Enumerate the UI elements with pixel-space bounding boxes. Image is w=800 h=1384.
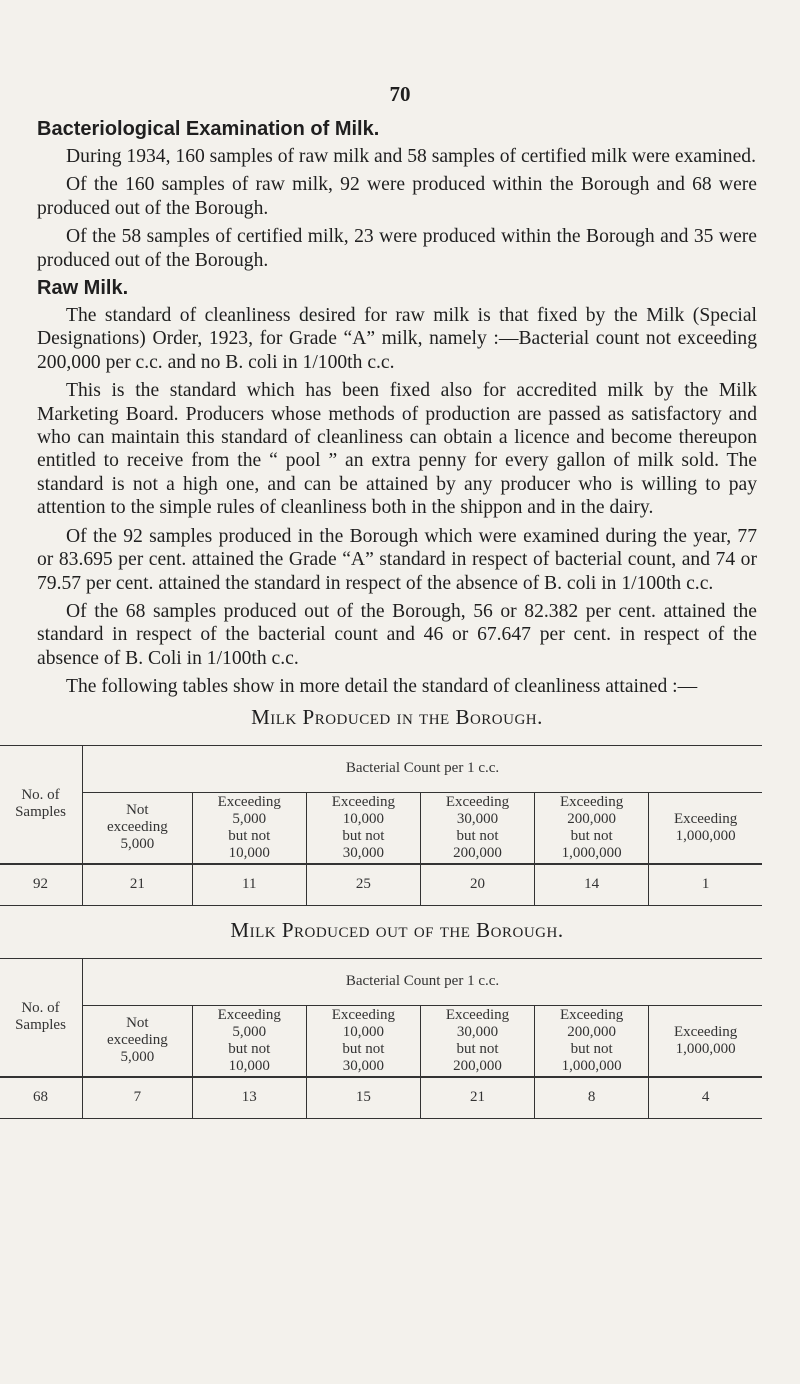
paragraph: During 1934, 160 samples of raw milk and 58 samples of certified milk were examined. <box>66 146 756 167</box>
column-header <box>420 792 534 864</box>
column-header <box>535 792 649 864</box>
header-line: exceeding <box>106 1032 168 1049</box>
paragraph: The standard of cleanliness desired for raw milk is that fixed by the Milk (Special Designations) Order, 1923, for Grade “A” milk, namely :—Bacterial count not exceeding 200,000 per c.c. and no B. coli in 1/100th c.c. <box>37 305 757 373</box>
column-header <box>83 1005 193 1077</box>
header-line: Exceeding <box>331 793 396 810</box>
header-line: No. of <box>21 787 60 804</box>
section-heading: Raw Milk. <box>37 277 129 300</box>
column-header <box>83 792 193 864</box>
column-header <box>535 1005 649 1077</box>
count-cell: 11 <box>192 864 306 906</box>
header-line: 1,000,000 <box>561 844 622 861</box>
paragraph: Of the 160 samples of raw milk, 92 were produced within the Borough and 68 were produced out of the Borough. <box>37 174 757 219</box>
header-line: No. of <box>21 1000 60 1017</box>
column-header <box>192 792 306 864</box>
header-line: 200,000 <box>453 844 502 861</box>
group-header: Bacterial Count per 1 c.c. <box>83 745 763 792</box>
header-line: Not <box>126 802 149 819</box>
header-line: Samples <box>15 804 66 821</box>
page-number: 70 <box>389 82 411 106</box>
header-line: Exceeding <box>559 793 624 810</box>
group-header: Bacterial Count per 1 c.c. <box>83 958 763 1005</box>
samples-cell: 68 <box>0 1077 83 1119</box>
header-line: but not <box>342 1040 385 1057</box>
header-line: 10,000 <box>342 1023 384 1040</box>
count-cell: 7 <box>83 1077 193 1119</box>
header-line: Exceeding <box>217 793 281 810</box>
header-line: but not <box>228 827 271 844</box>
table-title: Milk Produced in the Borough. <box>251 704 543 729</box>
count-cell: 15 <box>306 1077 420 1119</box>
column-header <box>649 792 762 864</box>
samples-cell: 92 <box>0 864 83 906</box>
samples-header <box>0 958 83 1077</box>
header-line: 200,000 <box>453 1057 502 1074</box>
header-line: 1,000,000 <box>561 1057 622 1074</box>
count-cell: 8 <box>535 1077 649 1119</box>
header-line: 200,000 <box>567 1023 616 1040</box>
count-cell: 25 <box>306 864 420 906</box>
count-cell: 21 <box>420 1077 534 1119</box>
paragraph: Of the 58 samples of certified milk, 23 were produced within the Borough and 35 were produced out of the Borough. <box>37 226 757 271</box>
paragraph: Of the 68 samples produced out of the Borough, 56 or 82.382 per cent. attained the standard in respect of the bacterial count and 46 or 67.647 per cent. in respect of the absence of B. Coli in 1/100th c.c. <box>37 600 757 669</box>
header-line: 30,000 <box>342 1057 384 1074</box>
paragraph: The following tables show in more detail the standard of cleanliness attained :— <box>66 676 698 698</box>
header-line: 10,000 <box>228 1057 270 1074</box>
header-line: Not <box>126 1015 149 1032</box>
header-line: but not <box>228 1040 271 1057</box>
column-header <box>649 1005 762 1077</box>
header-line: exceeding <box>106 819 168 836</box>
header-line: Exceeding <box>445 1006 510 1023</box>
header-line: 5,000 <box>232 810 267 827</box>
column-header <box>306 1005 420 1077</box>
header-line: Exceeding <box>673 810 738 827</box>
header-line: 5,000 <box>232 1023 267 1040</box>
header-line: 10,000 <box>342 810 384 827</box>
header-line: 30,000 <box>342 844 384 861</box>
column-header <box>306 792 420 864</box>
count-cell: 20 <box>420 864 534 906</box>
header-line: but not <box>570 1040 613 1057</box>
header-line: 10,000 <box>228 844 270 861</box>
header-line: Samples <box>15 1017 66 1034</box>
table-title: Milk Produced out of the Borough. <box>230 917 564 942</box>
header-line: Exceeding <box>445 793 510 810</box>
count-cell: 21 <box>83 864 193 906</box>
bacterial-count-table-borough <box>0 745 762 906</box>
count-cell: 13 <box>192 1077 306 1119</box>
section-heading: Bacteriological Examination of Milk. <box>37 118 380 140</box>
column-header <box>192 1005 306 1077</box>
header-line: Exceeding <box>559 1006 624 1023</box>
header-line: Exceeding <box>673 1023 738 1040</box>
count-cell: 4 <box>649 1077 762 1119</box>
paragraph: Of the 92 samples produced in the Borough which were examined during the year, 77 or 83.695 per cent. attained the Grade “A” standard in respect of bacterial count, and 74 or 79.57 per cent. attained the standard in respect of the absence of B. coli in 1/100th c.c. <box>37 525 757 594</box>
header-line: but not <box>342 827 385 844</box>
document-body <box>15 118 757 1119</box>
count-cell: 14 <box>535 864 649 906</box>
header-line: 1,000,000 <box>675 827 736 844</box>
count-cell: 1 <box>649 864 762 906</box>
header-line: 5,000 <box>120 836 155 853</box>
header-line: Exceeding <box>217 1006 281 1023</box>
header-line: but not <box>570 827 613 844</box>
paragraph: This is the standard which has been fixed also for accredited milk by the Milk Marketing Board. Producers whose methods of production are passed as satisfactory and who can maintain this standard of cleanliness can obtain a licence and become thereupon entitled to receive from the “ pool ” an extra penny for every gallon of milk sold. The standard is not a high one, and can be attained by any producer who is willing to pay attention to the simple rules of cleanliness both in the shippon and in the dairy. <box>37 380 757 519</box>
samples-header <box>0 745 83 864</box>
header-line: Exceeding <box>331 1006 396 1023</box>
header-line: but not <box>456 827 499 844</box>
header-line: 30,000 <box>456 1023 499 1040</box>
header-line: 1,000,000 <box>675 1040 736 1057</box>
bacterial-count-table-out-of-borough <box>0 958 762 1119</box>
header-line: 5,000 <box>120 1049 155 1066</box>
header-line: but not <box>456 1040 499 1057</box>
column-header <box>420 1005 534 1077</box>
header-line: 30,000 <box>456 810 499 827</box>
header-line: 200,000 <box>567 810 616 827</box>
